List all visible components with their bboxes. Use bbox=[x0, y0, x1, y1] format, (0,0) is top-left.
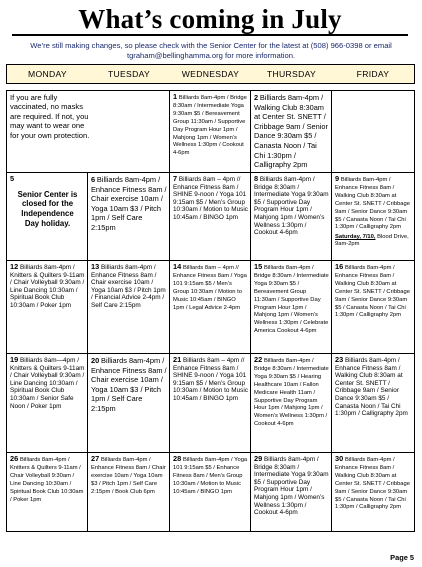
day-events: Billiards 8am-4pm / Bridge 8:30am / Intermediate Yoga 9:30am $5 / Hearing Healthcare 10am / Fallon Medicare Health 11am / Supportive Day Program Hour 1pm / Mahjong 1pm / Women’s Wellness 1:30pm / Cookout 4-6pm bbox=[254, 358, 329, 428]
day-cell-8 bbox=[251, 173, 332, 261]
day-cell-14 bbox=[170, 261, 251, 354]
day-number: 23 bbox=[335, 355, 344, 364]
day-number: 2 bbox=[254, 93, 259, 102]
day-number: 19 bbox=[10, 355, 19, 364]
day-events: Billiards 8am-4pm / Enhance Fitness 8am / Walking Club 8:30am at Center St. SNETT / Cribbage 9am / Senior Dance 9:30am $5 / Canasta Noon / Tai Chi 1:30pm / Calligraphy 2pm bbox=[335, 265, 410, 319]
day-number: 20 bbox=[91, 356, 100, 365]
day-cell-30 bbox=[332, 453, 414, 531]
notice-cell bbox=[7, 91, 170, 173]
day-events: Billiards 8am – 4pm // Enhance Fitness 8am / Yoga 101 9:15am $5 / Men’s Group 10:30am / Motion to Music 10:45am / BINGO 1pm / Legal Advice 2-4pm bbox=[173, 265, 247, 311]
day-number: 22 bbox=[254, 355, 263, 364]
day-cell-7 bbox=[170, 173, 251, 261]
day-events: Billiards 8am-4pm / Knitters & Quilters 9-11am / Chair Volleyball 9:30am / Line Dancing 10:30am / Spiritual Book Club 10:30am / Poker 1pm bbox=[10, 457, 84, 503]
day-number: 13 bbox=[91, 262, 100, 271]
header-thursday: THURSDAY bbox=[266, 69, 317, 79]
empty-cell bbox=[332, 91, 414, 173]
day-number: 12 bbox=[10, 262, 19, 271]
day-cell-20 bbox=[88, 354, 170, 453]
day-cell-29 bbox=[251, 453, 332, 531]
day-cell-6 bbox=[88, 173, 170, 261]
day-number: 16 bbox=[335, 262, 344, 271]
header-tuesday: TUESDAY bbox=[107, 69, 151, 79]
day-number: 9 bbox=[335, 174, 340, 183]
day-cell-15 bbox=[251, 261, 332, 354]
day-number: 5 bbox=[10, 174, 15, 183]
day-cell-2 bbox=[251, 91, 332, 173]
day-number: 8 bbox=[254, 174, 259, 183]
day-events: Billiards 8am – 4pm // Enhance Fitness 8am / SHINE 9-noon / Yoga 101 9:15am $5 / Men’s Group 10:30am / Motion to Music 10:45am / BINGO 1pm bbox=[173, 176, 248, 221]
page-number: Page 5 bbox=[390, 553, 414, 562]
holiday-closure-notice: Senior Center is closed for the Independence Day holiday. bbox=[17, 189, 78, 228]
day-number: 28 bbox=[173, 454, 182, 463]
day-cell-16 bbox=[332, 261, 414, 354]
day-events: Billiards 8am-4pm / Enhance Fitness 8am / Chair exercise 10am / Yoga 10am $3 / Pitch 1pm / Self Care 2:15pm / Book Club 6pm bbox=[91, 457, 166, 495]
day-events: Billiards 8am-4pm / Enhance Fitness 8am / Walking Club 8:30am at Center St. SNETT / Cribbage 9am / Senior Dance 9:30am $5 / Canasta Noon / Tai Chi 1:30pm / Calligraphy 2pm bbox=[335, 357, 408, 418]
weekday-header bbox=[6, 64, 415, 84]
intro-text: We’re still making changes, so please check with the Senior Center for the latest at (508) 966-0398 or email tgraham@bellinghamma.org for more information. bbox=[30, 41, 392, 60]
day-events: Billiards 8am—4pm / Knitters & Quilters 9-11am / Chair Volleyball 9:30am / Line Dancing 10:30am / Spiritual Book Club 10:30am / Senior Safe Noon / Poker 1pm bbox=[10, 357, 85, 410]
blood-drive-text: Blood Drive, 9am-2pm bbox=[335, 234, 409, 248]
day-events: Billiards 8am-4pm / Bridge 8:30am / Intermediate Yoga 9:30am $5 / Supportive Day Program Hour 1pm / Mahjong 1pm / Women’s Wellness 1:30pm / Cookout 4-6pm bbox=[254, 176, 329, 237]
day-number: 6 bbox=[91, 175, 96, 184]
day-number: 15 bbox=[254, 262, 263, 271]
day-cell-21 bbox=[170, 354, 251, 453]
day-cell-19 bbox=[7, 354, 88, 453]
day-number: 26 bbox=[10, 454, 19, 463]
day-events: Billiards 8am-4pm / Enhance Fitness 8am / Chair exercise 10am / Yoga 10am $3 / Pitch 1pm / Self Care 2:15pm bbox=[91, 175, 167, 232]
day-number: 21 bbox=[173, 355, 182, 364]
day-cell-13 bbox=[88, 261, 170, 354]
day-events: Billiards 8am-4pm / Bridge 8:30am / Intermediate Yoga 9:30am $5 / Supportive Day Program Hour 1pm / Mahjong 1pm / Women’s Wellness 1:30pm / Cookout 4-6pm bbox=[254, 456, 329, 517]
day-number: 29 bbox=[254, 454, 263, 463]
day-number: 1 bbox=[173, 92, 178, 101]
day-number: 14 bbox=[173, 262, 182, 271]
header-monday: MONDAY bbox=[28, 69, 67, 79]
day-events: Billiards 8am-4pm / Enhance Fitness 8am / Walking Club 8:30am at Center St. SNETT / Cribbage 9am / Senior Dance 9:30am $5 / Canasta Noon / Tai Chi 1:30pm / Calligraphy 2pm bbox=[335, 177, 410, 231]
day-cell-9 bbox=[332, 173, 414, 261]
day-events: Billiards 8am-4pm / Knitters & Quilters 9-11am / Chair Volleyball 9:30am / Line Dancing 10:30am / Spiritual Book Club 10:30am / Poker 1pm bbox=[10, 264, 85, 309]
day-events: Billiards 8am – 4pm // Enhance Fitness 8am / SHINE 9-noon / Yoga 101 9:15am $5 / Men’s Group 10:30am / Motion to Music 10:45am / BINGO 1pm bbox=[173, 357, 248, 402]
day-events: Billiards 8am-4pm / Yoga 101 9:15am $5 / Enhance Fitness 8am / Men’s Group 10:30am / Motion to Music 10:45am / BINGO 1pm bbox=[173, 457, 248, 495]
day-number: 7 bbox=[173, 174, 178, 183]
day-events: Billiards 8am-4pm / Bridge 8:30am / Intermediate Yoga 9:30am $5 / Bereavement Group 11:30am / Supportive Day Program Hour 1pm / Mahjong 1pm / Women’s Wellness 1:30pm / Celebrate America Cookout 4-6pm bbox=[254, 265, 329, 335]
day-cell-12 bbox=[7, 261, 88, 354]
day-events: Billiards 8am-4pm / Enhance Fitness 8am / Chair exercise 10am / Yoga 10am $3 / Pitch 1pm / Financial Advice 2-4pm / Self Care 2:15pm bbox=[91, 264, 166, 309]
day-cell-28 bbox=[170, 453, 251, 531]
blood-drive-note bbox=[335, 234, 412, 248]
blood-drive-date: Saturday, 7/10, bbox=[335, 234, 376, 241]
day-number: 30 bbox=[335, 454, 344, 463]
header-friday: FRIDAY bbox=[356, 69, 390, 79]
day-cell-26 bbox=[7, 453, 88, 531]
day-cell-1 bbox=[170, 91, 251, 173]
page-title: What’s coming in July bbox=[78, 4, 342, 34]
title-divider bbox=[12, 34, 408, 36]
header-wednesday: WEDNESDAY bbox=[181, 69, 240, 79]
day-number: 27 bbox=[91, 454, 100, 463]
day-events: Billiards 8am-4pm / Bridge 8:30am / Intermediate Yoga 9:30am $5 / Bereavement Group 11:30am / Supportive Day Program Hour 1pm / Mahjong 1pm / Women’s Wellness 1:30pm / Cookout 4-6pm bbox=[173, 95, 247, 157]
mask-notice: If you are fully vaccinated, no masks are required. If not, you may want to wear one for your own protection. bbox=[10, 93, 90, 140]
day-cell-22 bbox=[251, 354, 332, 453]
calendar-grid bbox=[6, 90, 415, 532]
day-cell-5 bbox=[7, 173, 88, 261]
day-events: Billiards 8am-4pm / Walking Club 8:30am at Center St. SNETT / Cribbage 9am / Senior Dance 9:30am $5 / Canasta Noon / Tai Chi 1:30pm / Calligraphy 2pm bbox=[254, 93, 328, 170]
day-cell-23 bbox=[332, 354, 414, 453]
day-cell-27 bbox=[88, 453, 170, 531]
day-events: Billiards 8am-4pm / Enhance Fitness 8am / Walking Club 8:30am at Center St. SNETT / Cribbage 9am / Senior Dance 9:30am $5 / Canasta Noon / Tai Chi 1:30pm / Calligraphy 2pm bbox=[335, 457, 410, 511]
day-events: Billiards 8am-4pm / Enhance Fitness 8am / Chair exercise 10am / Yoga 10am $3 / Pitch 1pm / Self Care 2:15pm bbox=[91, 356, 167, 413]
